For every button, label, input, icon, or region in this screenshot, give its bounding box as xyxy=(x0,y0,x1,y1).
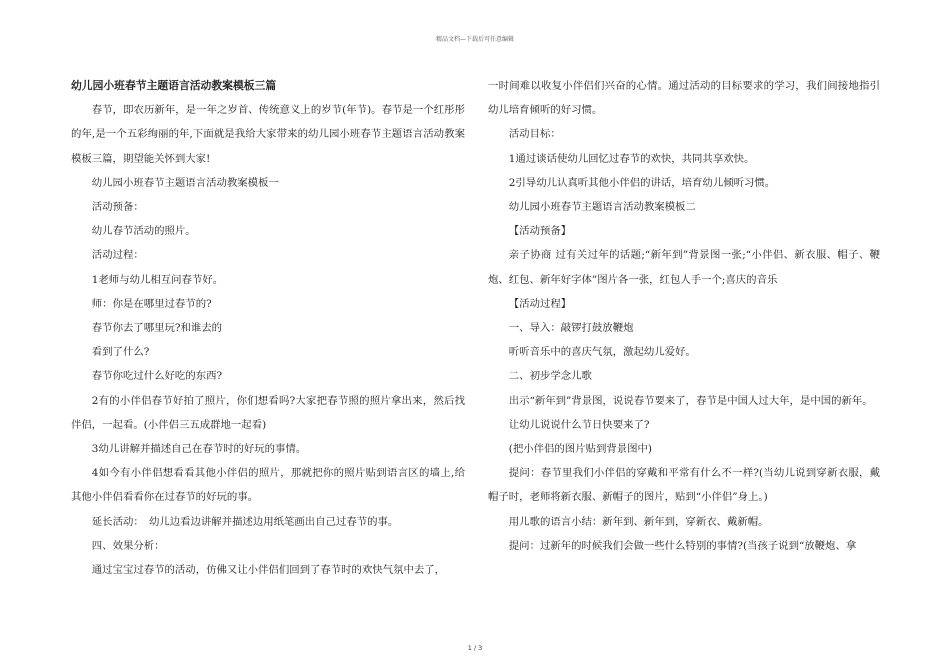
document-title: 幼儿园小班春节主题语言活动教案模板三篇 xyxy=(71,79,277,92)
paragraph: 幼儿春节活动的照片。 xyxy=(91,225,196,238)
paragraph: 1通过谈话使幼儿回忆过春节的欢快，共同共享欢快。 xyxy=(508,152,755,165)
paragraph: 春节你去了哪里玩?和谁去的 xyxy=(91,322,223,335)
paragraph: 4如今有小伴侣想看看其他小伴侣的照片，那就把你的照片贴到语言区的墙上,给其他小伴侣看看你在过春节的好玩的事。 xyxy=(71,467,465,504)
paragraph: 2引导幼儿认真听其他小伴侣的讲话，培育幼儿倾听习惯。 xyxy=(508,176,776,189)
paragraph: 四、效果分析： xyxy=(91,539,165,552)
right-column xyxy=(488,74,880,558)
paragraph: 用儿歌的语言小结：新年到、新年到，穿新衣、戴新帽。 xyxy=(508,515,769,528)
paragraph: 2有的小伴侣春节好拍了照片，你们想看吗?大家把春节照的照片拿出来，然后找伴侣，一起看。(小伴侣三五成群地一起看) xyxy=(71,394,465,431)
paragraph: 让幼儿说说什么节日快要来了? xyxy=(508,418,650,431)
paragraph: 亲子协商 过有关过年的话题;“新年到”背景图一张;“小伴侣、新衣服、帽子、鞭炮、红包、新年好字体”图片各一张，红包人手一个;喜庆的音乐 xyxy=(488,249,880,286)
paragraph: 看到了什么? xyxy=(91,346,150,359)
paragraph: 【活动预备】 xyxy=(508,225,572,238)
paragraph: 1老师与幼儿相互问春节好。 xyxy=(91,273,224,286)
section-heading: 幼儿园小班春节主题语言活动教案模板二 xyxy=(508,201,696,214)
paragraph: 【活动过程】 xyxy=(508,297,572,310)
paragraph: 提问：过新年的时候我们会做一些什么特别的事情?(当孩子说到“放鞭炮、拿 xyxy=(508,539,857,552)
section-heading: 幼儿园小班春节主题语言活动教案模板一 xyxy=(91,176,279,189)
paragraph: 活动目标： xyxy=(508,128,561,141)
paragraph: 延长活动： 幼儿边看边讲解并描述边用纸笔画出自己过春节的事。 xyxy=(91,515,399,528)
left-column xyxy=(71,74,465,582)
paragraph: 春节，即农历新年，是一年之岁首、传统意义上的岁节(年节)。春节是一个红彤彤的年,是一个五彩绚丽的年,下面就是我给大家带来的幼儿园小班春节主题语言活动教案模板三篇，期望能关怀到大家! xyxy=(71,104,465,165)
page-header: 精品文档—下载后可任意编辑 xyxy=(435,36,514,43)
page-number: 1 / 3 xyxy=(467,644,483,652)
paragraph: 活动过程： xyxy=(91,249,144,262)
paragraph: 春节你吃过什么好吃的东西? xyxy=(91,370,223,383)
paragraph: 出示“新年到”背景图，说说春节要来了，春节是中国人过大年，是中国的新年。 xyxy=(508,394,873,407)
paragraph: 活动预备： xyxy=(91,201,144,214)
paragraph: 通过宝宝过春节的活动，仿佛又让小伴侣们回到了春节时的欢快气氛中去了， xyxy=(91,564,446,577)
paragraph: 提问：春节里我们小伴侣的穿戴和平常有什么不一样?(当幼儿说到穿新衣服，戴帽子时，老师将新衣服、新帽子的图片，贴到“小伴侣”身上。) xyxy=(488,467,880,504)
continued-paragraph: 一时间难以收复小伴侣们兴奋的心情。通过活动的目标要求的学习，我们间接地指引幼儿培育倾听的好习惯。 xyxy=(488,80,880,117)
paragraph: 二、初步学念儿歌 xyxy=(508,370,592,383)
paragraph: 3幼儿讲解并描述自己在春节时的好玩的事情。 xyxy=(91,443,307,456)
paragraph: 听听音乐中的喜庆气氛，激起幼儿爱好。 xyxy=(508,346,696,359)
paragraph: 一、导入：敲锣打鼓放鞭炮 xyxy=(508,322,634,335)
paragraph: 师：你是在哪里过春节的? xyxy=(91,297,212,310)
paragraph: (把小伴侣的图片贴到背景图中) xyxy=(508,443,652,456)
